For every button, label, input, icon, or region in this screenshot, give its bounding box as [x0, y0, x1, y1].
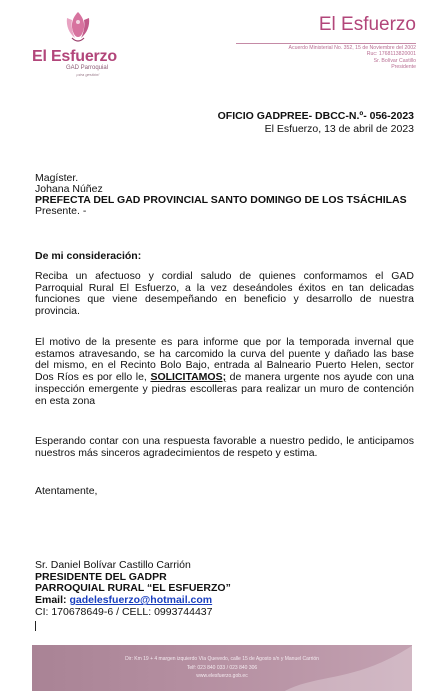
email-label: Email: [35, 594, 70, 607]
request-text: El motivo de la presente es para informe que por la temporada invernal que estamos atravesando, se ha carcomido la curva del puente y dañado las base del mismo, en el Recinto Bolo Bajo, entrada al Balneario Puerto Helen, sector Dos Ríos es por ello le, [35, 336, 414, 384]
brand-detail-line: Acuerdo Ministerial No. 352, 15 de Noviembre del 2002 [288, 45, 416, 51]
greeting: De mi consideración: [35, 250, 142, 262]
addressee-title: Magíster. [35, 172, 79, 184]
footer-banner [32, 645, 412, 691]
logo-name: El Esfuerzo [32, 48, 117, 65]
signer-name: Sr. Daniel Bolívar Castillo Carrión [35, 559, 191, 571]
logo-emblem-icon [58, 8, 98, 44]
footer-text [32, 655, 412, 681]
addressee-presente: Presente. - [35, 205, 87, 217]
signer-org: PARROQUIAL RURAL “EL ESFUERZO” [35, 582, 231, 595]
signer-contact: CI: 170678649-6 / CELL: 0993744437 [35, 605, 213, 618]
logo [24, 8, 134, 77]
reference-date: El Esfuerzo, 13 de abril de 2023 [264, 123, 414, 135]
paragraph-thanks: Esperando contar con una respuesta favorable a nuestro pedido, le anticipamos nuestros más sinceros agradecimientos de respeto y estima. [35, 435, 414, 459]
brand-detail-line: Sr. Bolívar Castillo [373, 57, 416, 64]
email-link[interactable]: gadelesfuerzo@hotmail.com [69, 594, 213, 607]
text-cursor [35, 621, 36, 631]
brand-detail-line: Ruc: 1768113820001 [366, 51, 416, 58]
reference-block [218, 110, 414, 136]
footer-phone: Telf: 023 840 033 / 023 840 306 [186, 664, 258, 671]
request-emphasis: SOLICITAMOS; [150, 371, 227, 384]
brand-title: El Esfuerzo [318, 14, 416, 35]
signer-role: PRESIDENTE DEL GADPR [35, 570, 167, 583]
addressee-name: Johana Núñez [35, 183, 103, 195]
paragraph-intro: Reciba un afectuoso y cordial saludo de quienes conformamos el GAD Parroquial Rural El Esfuerzo, a la vez deseándoles éxitos en tan delicadas funciones que viene desempeñando en beneficio y desarrollo de nuestra provincia. [35, 270, 414, 318]
logo-tagline: ¡otra gestión! [76, 72, 100, 77]
addressee-institution: PREFECTA DEL GAD PROVINCIAL SANTO DOMINGO DE LOS TSÁCHILAS [35, 194, 407, 206]
addressee-block [35, 173, 407, 217]
closing: Atentamente, [35, 485, 98, 497]
brand-block [289, 14, 416, 70]
brand-details [289, 45, 416, 70]
brand-divider [236, 43, 416, 44]
signature-block [35, 560, 231, 619]
footer-address: Dir: Km 19 + 4 margen izquierdo Vía Quevedo, calle 15 de Agosto s/n y Manuel Carrión [125, 656, 319, 662]
footer-website: www.elesfuerzo.gob.ec [196, 673, 248, 679]
reference-code: OFICIO GADPREE- DBCC-N.º- 056-2023 [217, 110, 414, 122]
request-text-end: de manera urgente nos ayude con una inspección emergente y piedras escolleras para realizar un muro de contención en esta zona [35, 371, 414, 407]
paragraph-request [35, 337, 414, 407]
brand-detail-line: Presidente [391, 63, 416, 70]
logo-subtitle: GAD Parroquial [66, 65, 109, 71]
